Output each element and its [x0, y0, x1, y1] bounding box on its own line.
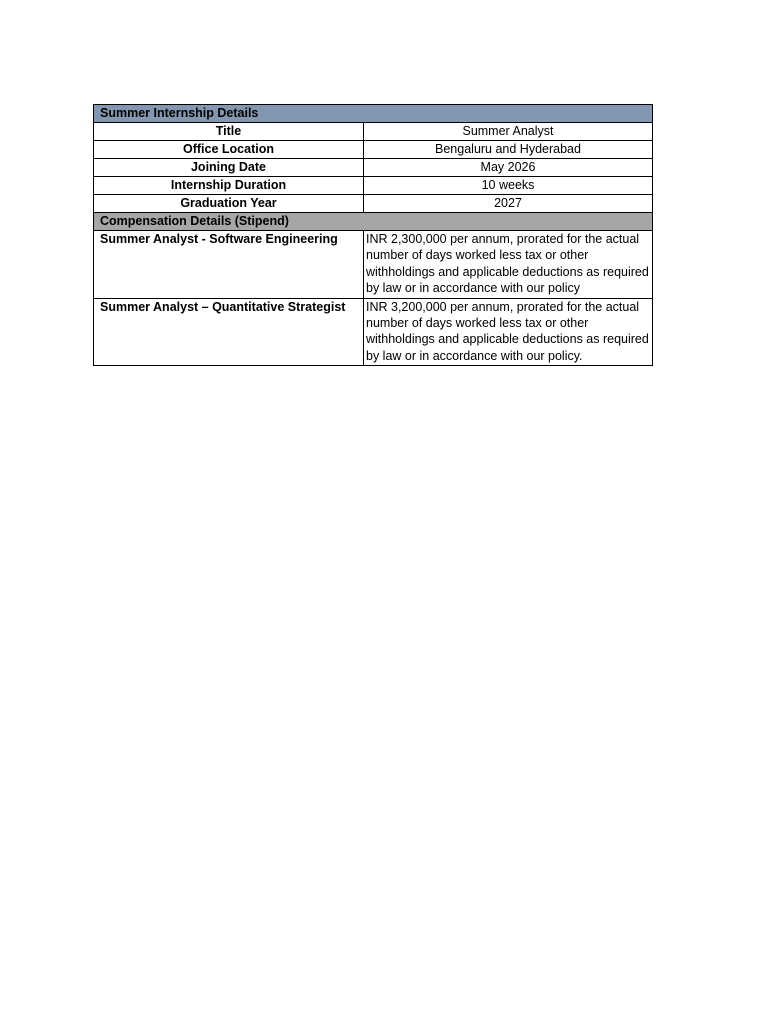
graduation-year-label: Graduation Year [94, 195, 364, 213]
quantitative-strategist-stipend: INR 3,200,000 per annum, prorated for the actual number of days worked less tax or other withholdings and applicable deductions as required by law or in accordance with our policy. [364, 298, 653, 366]
table-row [94, 123, 653, 141]
quantitative-strategist-label: Summer Analyst – Quantitative Strategist [94, 298, 364, 366]
software-engineering-label: Summer Analyst - Software Engineering [94, 231, 364, 299]
joining-date-value: May 2026 [364, 159, 653, 177]
table-row [94, 141, 653, 159]
title-value: Summer Analyst [364, 123, 653, 141]
table-row [94, 195, 653, 213]
compensation-section-heading: Compensation Details (Stipend) [94, 213, 653, 231]
software-engineering-stipend: INR 2,300,000 per annum, prorated for the actual number of days worked less tax or other withholdings and applicable deductions as required by law or in accordance with our policy [364, 231, 653, 299]
office-location-label: Office Location [94, 141, 364, 159]
office-location-value: Bengaluru and Hyderabad [364, 141, 653, 159]
title-label: Title [94, 123, 364, 141]
table-row [94, 177, 653, 195]
table-row [94, 298, 653, 366]
table-row [94, 231, 653, 299]
table-row [94, 159, 653, 177]
internship-details-table [93, 104, 653, 366]
compensation-section-header-row [94, 213, 653, 231]
joining-date-label: Joining Date [94, 159, 364, 177]
details-section-heading: Summer Internship Details [94, 105, 653, 123]
graduation-year-value: 2027 [364, 195, 653, 213]
details-section-header-row [94, 105, 653, 123]
internship-duration-value: 10 weeks [364, 177, 653, 195]
internship-duration-label: Internship Duration [94, 177, 364, 195]
